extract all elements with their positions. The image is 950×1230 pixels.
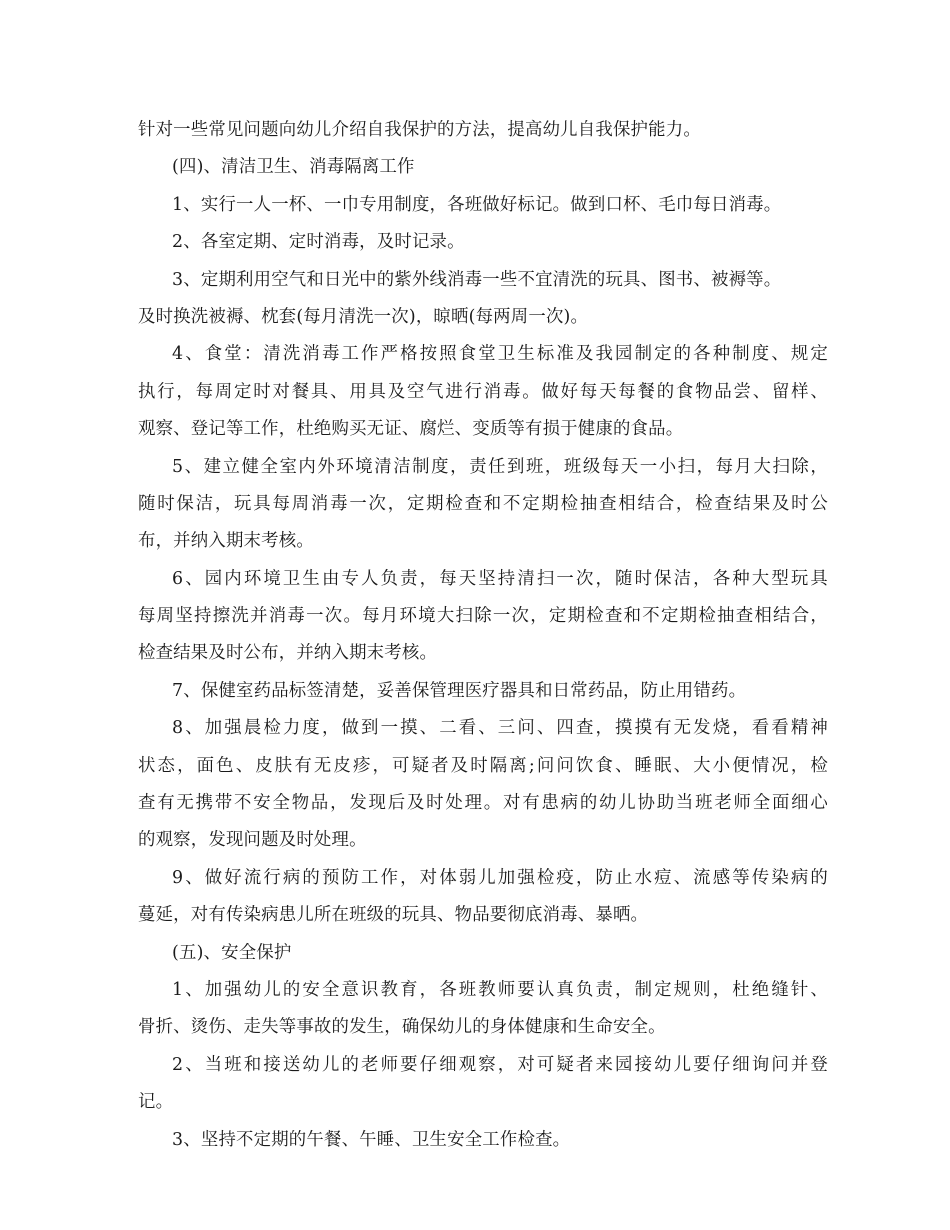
text-line: 2、当班和接送幼儿的老师要仔细观察，对可疑者来园接幼儿要仔细询问并登 xyxy=(172,1054,828,1075)
text-line: 2、各室定期、定时消毒，及时记录。 xyxy=(172,232,465,253)
text-line: 每周坚持擦洗并消毒一次。每月环境大扫除一次，定期检查和不定期检抽查相结合， xyxy=(138,606,828,627)
text-line: 骨折、烫伤、走失等事故的发生，确保幼儿的身体健康和生命安全。 xyxy=(138,1017,666,1038)
text-line: 1、加强幼儿的安全意识教育，各班教师要认真负责，制定规则，杜绝缝针、 xyxy=(172,979,828,1000)
text-line: 针对一些常见问题向幼儿介绍自我保护的方法，提高幼儿自我保护能力。 xyxy=(138,120,701,140)
text-line: 状态，面色、皮肤有无皮疹，可疑者及时隔离;问问饮食、睡眠、大小便情况，检 xyxy=(138,755,828,776)
text-line: 观察、登记等工作，杜绝购买无证、腐烂、变质等有损于健康的食品。 xyxy=(138,419,684,440)
text-line: 8、加强晨检力度，做到一摸、二看、三问、四查，摸摸有无发烧，看看精神 xyxy=(172,718,828,739)
text-line: 3、定期利用空气和日光中的紫外线消毒一些不宜清洗的玩具、图书、被褥等。 xyxy=(172,269,782,290)
text-line: 执行，每周定时对餐具、用具及空气进行消毒。做好每天每餐的食物品尝、留样、 xyxy=(138,381,828,402)
text-line: 记。 xyxy=(138,1092,174,1113)
text-line: (五)、安全保护 xyxy=(172,942,292,963)
text-line: 及时换洗被褥、枕套(每月清洗一次)，晾晒(每两周一次)。 xyxy=(138,306,589,327)
text-line: 7、保健室药品标签清楚，妥善保管理医疗器具和日常药品，防止用错药。 xyxy=(172,680,747,701)
text-line: 的观察，发现问题及时处理。 xyxy=(138,830,367,851)
text-line: 布，并纳入期末考核。 xyxy=(138,531,314,552)
text-line: (四)、清洁卫生、消毒隔离工作 xyxy=(172,157,415,178)
text-line: 随时保洁，玩具每周消毒一次，定期检查和不定期检抽查相结合，检查结果及时公 xyxy=(138,493,828,514)
document-page xyxy=(138,112,828,1159)
text-line: 检查结果及时公布，并纳入期末考核。 xyxy=(138,643,438,664)
text-line: 9、做好流行病的预防工作，对体弱儿加强检疫，防止水痘、流感等传染病的 xyxy=(172,867,828,888)
text-line: 6、园内环境卫生由专人负责，每天坚持清扫一次，随时保洁，各种大型玩具 xyxy=(172,568,828,589)
text-line: 查有无携带不安全物品，发现后及时处理。对有患病的幼儿协助当班老师全面细心 xyxy=(138,793,828,814)
text-line: 1、实行一人一杯、一巾专用制度，各班做好标记。做到口杯、毛巾每日消毒。 xyxy=(172,194,782,215)
text-line: 5、建立健全室内外环境清洁制度，责任到班，班级每天一小扫，每月大扫除， xyxy=(172,456,828,477)
text-line: 3、坚持不定期的午餐、午睡、卫生安全工作检查。 xyxy=(172,1129,571,1150)
text-line: 蔓延，对有传染病患儿所在班级的玩具、物品要彻底消毒、暴晒。 xyxy=(138,905,649,926)
text-line: 4、食堂：清洗消毒工作严格按照食堂卫生标准及我园制定的各种制度、规定 xyxy=(172,344,828,365)
